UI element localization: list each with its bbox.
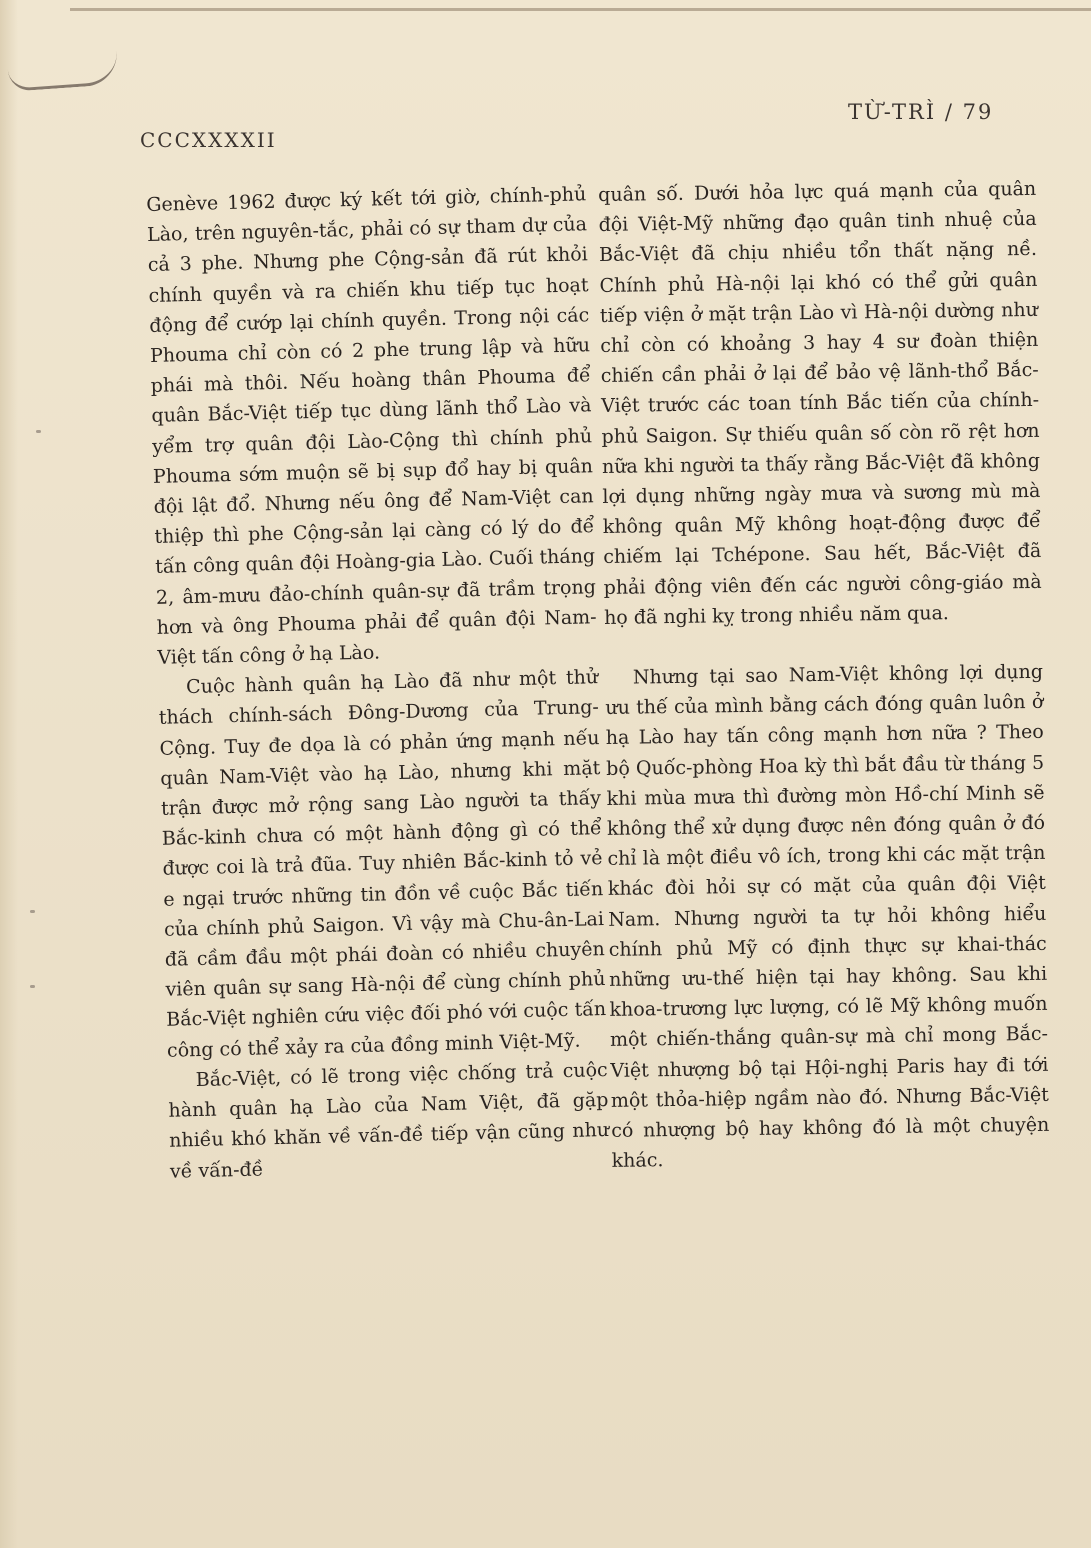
paragraph: Nhưng tại sao Nam-Việt không lợi dụng ưu thế của mình bằng cách đóng quân luôn ở hạ Lào hay tấn công mạnh hơn nữa ? Theo bộ Quốc-phòng Hoa kỳ thì bắt đầu từ tháng 5 khi mùa mưa thì đường mòn Hồ-chí Minh sẽ không thể xử dụng được nên đóng quân ở đó chỉ là một điều vô ích, trong khi các mặt trận khác đòi hỏi sự có mặt của quân đội Việt Nam. Nhưng người ta tự hỏi không hiểu chính phủ Mỹ có định thực sự khai-thác những ưu-thế hiện tại hay không. Sau khi khoa-trương lực lượng, có lẽ Mỹ không muốn một chiến-thắng quân-sự mà chỉ mong Bắc-Việt nhượng bộ tại Hội-nghị Paris hay đi tới một thỏa-hiệp ngầm nào đó. Nhưng Bắc-Việt có nhượng bộ hay không đó là một chuyện khác. <box>605 660 1050 1173</box>
right-text-column <box>598 174 1050 1177</box>
paragraph: Bắc-Việt, có lẽ trong việc chống trả cuộc hành quân hạ Lào của Nam Việt, đã gặp nhiều khó khăn về vấn-đề tiếp vận cũng như về vấn-đề <box>168 1058 610 1183</box>
paragraph: quân số. Dưới hỏa lực quá mạnh của quân đội Việt-Mỹ những đạo quân tinh nhuệ của Bắc-Việt đã chịu nhiều tổn thất nặng nề. Chính phủ Hà-nội lại khó có thể gửi quân tiếp viện ở mặt trận Lào vì Hà-nội dường như chỉ còn có khoảng 3 hay 4 sư đoàn thiện chiến cần phải ở lại để bảo vệ lãnh-thổ Bắc-Việt trước các toan tính Bắc tiến của chính-phủ Saigon. Sự thiếu quân số còn rõ rệt hơn nữa khi người ta thấy rằng Bắc-Việt đã không lợi dụng những ngày mưa và sương mù mà không quân Mỹ không hoạt-động được để chiếm lại Tchépone. Sau hết, Bắc-Việt đã phải động viên đến các người công-giáo mà họ đã nghi kỵ trong nhiều năm qua. <box>598 177 1042 629</box>
paper-speck <box>30 985 35 988</box>
torn-corner-mark <box>7 51 119 92</box>
left-text-column <box>146 179 610 1186</box>
running-title: TỪ-TRÌ / 79 <box>848 100 994 124</box>
paper-speck <box>36 430 41 433</box>
page-edge-top <box>70 8 1091 25</box>
paper-speck <box>30 910 35 913</box>
page-shadow-left <box>0 0 18 1548</box>
paragraph: Cuộc hành quân hạ Lào đã như một thử thách chính-sách Đông-Dương của Trung-Cộng. Tuy đe dọa là có phản ứng mạnh nếu quân Nam-Việt vào hạ Lào, nhưng khi mặt trận được mở rộng sang Lào người ta thấy Bắc-kinh chưa có một hành động gì có thể được coi là trả đũa. Tuy nhiên Bắc-kinh tỏ vẻ e ngại trước những tin đồn về cuộc Bắc tiến của chính phủ Saigon. Vì vậy mà Chu-ân-Lai đã cầm đầu một phái đoàn có nhiều chuyên viên quân sự sang Hà-nội để cùng chính phủ Bắc-Việt nghiên cứu việc đối phó với cuộc tấn công có thể xảy ra của đồng minh Việt-Mỹ. <box>158 666 607 1062</box>
section-number: CCCXXXXII <box>140 128 277 152</box>
paragraph: Genève 1962 được ký kết tới giờ, chính-phủ Lào, trên nguyên-tắc, phải có sự tham dự của cả 3 phe. Nhưng phe Cộng-sản đã rút khỏi chính quyền và ra chiến khu tiếp tục hoạt động để cướp lại chính quyền. Trong nội các Phouma chỉ còn có 2 phe trung lập và hữu phái mà thôi. Nếu hoàng thân Phouma để quân Bắc-Việt tiếp tục dùng lãnh thổ Lào và yểm trợ quân đội Lào-Cộng thì chính phủ Phouma sớm muộn sẽ bị sụp đổ hay bị quân đội lật đổ. Nhưng nếu ông để Nam-Việt can thiệp thì phe Cộng-sản lại càng có lý do để tấn công quân đội Hoàng-gia Lào. Cuối tháng 2, âm-mưu đảo-chính quân-sự đã trầm trọng hơn và ông Phouma phải để quân đội Nam-Việt tấn công ở hạ Lào. <box>146 183 597 669</box>
